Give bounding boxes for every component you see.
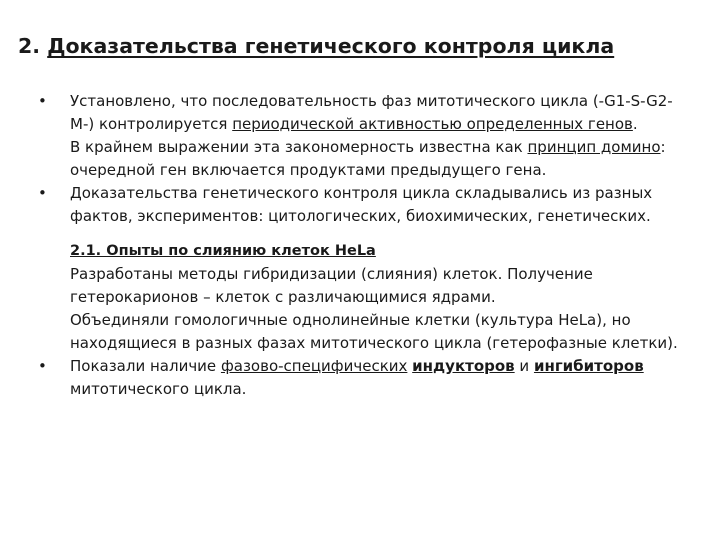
b1-link-genes[interactable]: периодической активностью определенных генов <box>232 115 633 133</box>
b3-link-inhibitors[interactable]: ингибиторов <box>533 357 644 375</box>
slide-content <box>38 90 678 401</box>
b3-link-phase-specific[interactable]: фазово-специфических <box>220 357 408 375</box>
b1-continuation <box>70 136 678 182</box>
b1-text-1: Установлено, что последовательность фаз митотического цикла (-G1-S-G2-M-) контролируется <box>70 92 673 133</box>
b1-text-4: : очередной ген включается продуктами предыдущего гена. <box>70 138 666 179</box>
b1-link-domino[interactable]: принцип домино <box>527 138 661 156</box>
bullet-icon: • <box>38 357 47 375</box>
section-paragraph-1: Разработаны методы гибридизации (слияния) клеток. Получение гетерокарионов – клеток с различающимися ядрами. <box>70 265 593 306</box>
section-paragraph-2: Объединяли гомологичные однолинейные клетки (культура HeLa), но находящиеся в разных фазах митотического цикла (гетерофазные клетки). <box>70 311 678 352</box>
section-title: 2.1. Опыты по слиянию клеток HeLa <box>70 243 376 259</box>
slide-title <box>18 32 718 60</box>
b3-link-inductors[interactable]: индукторов <box>412 357 515 375</box>
bullet-icon: • <box>38 92 47 110</box>
bullet-item-3 <box>38 355 678 401</box>
b1-text-2: . <box>632 115 638 133</box>
bullet-item-1 <box>38 90 678 182</box>
b2-text: Доказательства генетического контроля цикла складывались из разных фактов, экспериментов: цитологических, биохимических, генетических. <box>70 184 653 225</box>
title-number: 2. <box>18 34 41 58</box>
bullet-icon: • <box>38 184 47 202</box>
b3-text-4: митотического цикла. <box>70 380 247 398</box>
title-text: Доказательства генетического контроля цикла <box>47 34 615 58</box>
b1-text-3: В крайнем выражении эта закономерность известна как <box>70 138 528 156</box>
section-block <box>38 240 678 355</box>
b3-text-1: Показали наличие <box>70 357 221 375</box>
bullet-item-2 <box>38 182 678 228</box>
b3-text-3: и <box>514 357 534 375</box>
